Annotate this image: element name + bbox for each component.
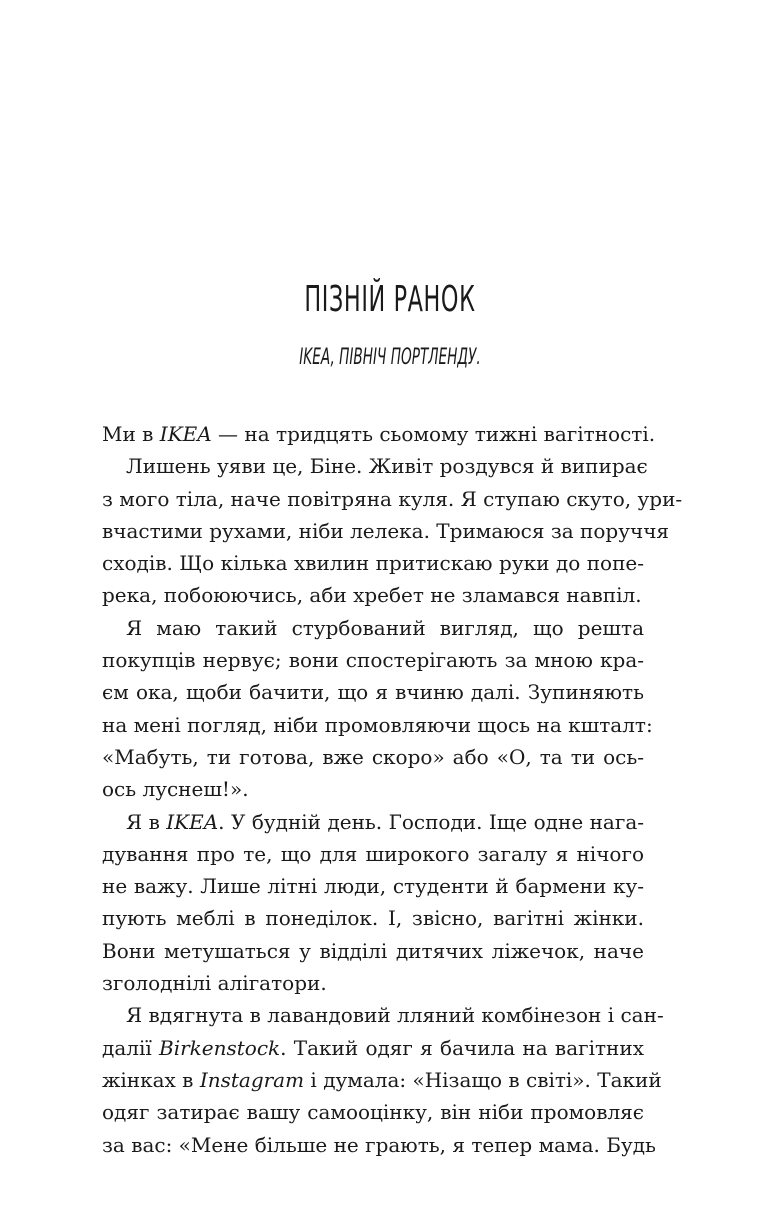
paragraph xyxy=(102,612,653,806)
chapter-subtitle: IKEA, ПІВНІЧ ПОРТЛЕНДУ. xyxy=(299,345,481,370)
text-line: не важу. Лише літні люди, студенти й бармени ку- xyxy=(102,874,644,899)
text-line: далії Birkenstock. Такий одяг я бачила на вагітних xyxy=(102,1035,644,1060)
text-line: єм ока, щоби бачити, що я вчиню далі. Зупиняють xyxy=(102,680,644,705)
text-line: зголоднілі алігатори. xyxy=(102,971,327,996)
text-line: сходів. Що кілька хвилин притискаю руки до попе- xyxy=(102,551,644,576)
italic-term: Instagram xyxy=(199,1067,305,1092)
text-line: з мого тіла, наче повітряна куля. Я ступаю скуто, ури- xyxy=(102,486,683,511)
chapter-title: ПІЗНІЙ РАНОК xyxy=(304,279,476,320)
text-line: за вас: «Мене більше не грають, я тепер мама. Будь xyxy=(102,1132,656,1157)
paragraph xyxy=(102,999,664,1160)
text-line: Я вдягнута в лавандовий лляний комбінезон і сан- xyxy=(126,1003,664,1028)
text-line: Ми в IKEA — на тридцять сьомому тижні вагітності. xyxy=(102,422,656,446)
paragraph xyxy=(102,450,683,611)
body-text xyxy=(102,418,683,1161)
text-line: Лишень уяви це, Біне. Живіт роздувся й випирає xyxy=(126,454,648,479)
paragraph xyxy=(102,806,644,1000)
italic-term: IKEA xyxy=(159,422,212,446)
text-line: ось луснеш!». xyxy=(102,777,249,802)
italic-term: IKEA xyxy=(166,809,219,834)
text-line: «Мабуть, ти готова, вже скоро» або «О, та ти ось- xyxy=(102,744,644,769)
text-line: покупців нервує; вони спостерігають за мною кра- xyxy=(102,648,644,673)
text-line: пують меблі в понеділок. І, звісно, вагітні жінки. xyxy=(102,906,644,931)
paragraph xyxy=(102,418,656,450)
text-line: дування про те, що для широкого загалу я нічого xyxy=(102,841,644,866)
text-line: Вони метушаться у відділі дитячих ліжечок, наче xyxy=(102,938,644,963)
text-line: вчастими рухами, ніби лелека. Тримаюся за поруччя xyxy=(102,518,670,543)
text-line: река, побоюючись, аби хребет не зламався навпіл. xyxy=(102,583,642,608)
text-line: одяг затирає вашу самооцінку, він ніби промовляє xyxy=(102,1100,644,1125)
italic-term: Birkenstock xyxy=(159,1035,281,1060)
text-line: жінках в Instagram і думала: «Нізащо в світі». Такий xyxy=(102,1067,662,1092)
text-line: Я маю такий стурбований вигляд, що решта xyxy=(126,615,644,640)
text-line: Я в IKEA. У будній день. Господи. Іще одне нага- xyxy=(126,809,644,834)
text-line: на мені погляд, ніби промовляючи щось на кшталт: xyxy=(102,712,653,737)
